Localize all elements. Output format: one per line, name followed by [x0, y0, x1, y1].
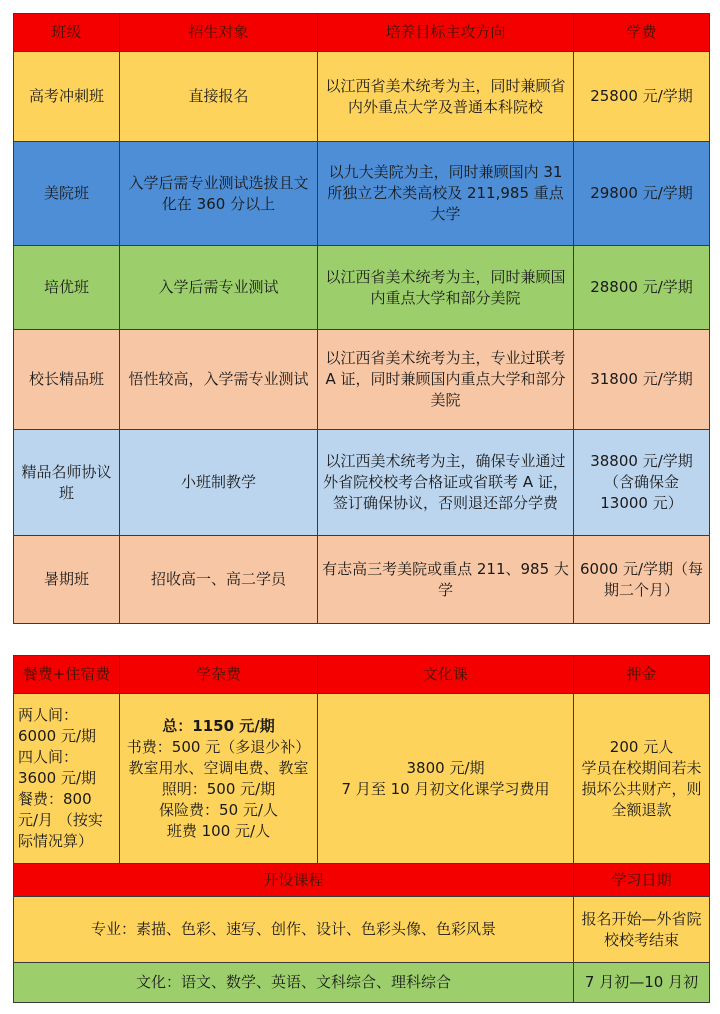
class-fee: 6000 元/学期（每期二个月）: [574, 536, 710, 624]
class-goal: 以江西省美术统考为主，同时兼顾国内重点大学和部分美院: [318, 246, 574, 330]
culture-date: 7 月初—10 月初: [574, 963, 710, 1003]
header-courses: 开设课程: [14, 864, 574, 897]
class-target: 入学后需专业测试: [120, 246, 318, 330]
table-row: [14, 430, 710, 536]
culture-fees: [318, 694, 574, 864]
header-deposit: 押金: [574, 656, 710, 694]
culture-desc: 7 月至 10 月初文化课学习费用: [341, 779, 550, 798]
table-row: [14, 536, 710, 624]
class-name: 校长精品班: [14, 330, 120, 430]
class-name: 暑期班: [14, 536, 120, 624]
class-goal: 以江西省美术统考为主，同时兼顾省内外重点大学及普通本科院校: [318, 52, 574, 142]
header-goal: 培养目标主攻方向: [318, 14, 574, 52]
header-class: 班级: [14, 14, 120, 52]
class-target: 入学后需专业测试选拔且文化在 360 分以上: [120, 142, 318, 246]
header-fee: 学费: [574, 14, 710, 52]
deposit-fees: [574, 694, 710, 864]
header-culture: 文化课: [318, 656, 574, 694]
class-goal: 以江西省美术统考为主，专业过联考 A 证，同时兼顾国内重点大学和部分美院: [318, 330, 574, 430]
misc-total: 总：1150 元/期: [162, 716, 275, 735]
major-courses: 专业：素描、色彩、速写、创作、设计、色彩头像、色彩风景: [14, 897, 574, 963]
culture-courses: 文化：语文、数学、英语、文科综合、理科综合: [14, 963, 574, 1003]
class-target: 招收高一、高二学员: [120, 536, 318, 624]
table-row: [14, 246, 710, 330]
board-meal: 餐费：800 元/月 （按实际情况算）: [18, 790, 103, 850]
class-target: 悟性较高，入学需专业测试: [120, 330, 318, 430]
class-fee: 28800 元/学期: [574, 246, 710, 330]
fee-table-classes: [13, 13, 710, 624]
class-goal: 有志高三考美院或重点 211、985 大学: [318, 536, 574, 624]
major-date: 报名开始—外省院校校考结束: [574, 897, 710, 963]
table-row: [14, 963, 710, 1003]
header-misc: 学杂费: [120, 656, 318, 694]
table-row: [14, 897, 710, 963]
board-quad: 四人间：3600 元/期: [18, 748, 96, 787]
misc-insurance: 保险费：50 元/人: [159, 800, 278, 819]
class-fee: 38800 元/学期（含确保金 13000 元）: [574, 430, 710, 536]
misc-utilities: 教室用水、空调电费、教室照明：500 元/期: [128, 758, 309, 798]
class-name: 高考冲刺班: [14, 52, 120, 142]
header-target: 招生对象: [120, 14, 318, 52]
header-dates: 学习日期: [574, 864, 710, 897]
misc-fees: [120, 694, 318, 864]
culture-amount: 3800 元/期: [406, 758, 485, 777]
board-double: 两人间：6000 元/期: [18, 706, 96, 745]
header-board: 餐费+住宿费: [14, 656, 120, 694]
table-row: [14, 330, 710, 430]
class-target: 直接报名: [120, 52, 318, 142]
table-row: [14, 694, 710, 864]
deposit-desc: 学员在校期间若未损坏公共财产，则全额退款: [581, 758, 702, 819]
class-name: 精品名师协议班: [14, 430, 120, 536]
class-name: 培优班: [14, 246, 120, 330]
class-fee: 31800 元/学期: [574, 330, 710, 430]
fee-table-extras: [13, 655, 710, 1003]
table-row: [14, 142, 710, 246]
class-goal: 以江西美术统考为主，确保专业通过外省院校校考合格证或省联考 A 证，签订确保协议，否则退还部分学费: [318, 430, 574, 536]
class-goal: 以九大美院为主，同时兼顾国内 31 所独立艺术类高校及 211,985 重点大学: [318, 142, 574, 246]
blank-separator: [13, 623, 709, 655]
misc-class: 班费 100 元/人: [166, 821, 271, 840]
deposit-amount: 200 元人: [609, 737, 674, 756]
class-target: 小班制教学: [120, 430, 318, 536]
board-fees: [14, 694, 120, 864]
misc-books: 书费：500 元（多退少补）: [126, 737, 311, 756]
class-name: 美院班: [14, 142, 120, 246]
class-fee: 29800 元/学期: [574, 142, 710, 246]
table-row: [14, 52, 710, 142]
class-fee: 25800 元/学期: [574, 52, 710, 142]
